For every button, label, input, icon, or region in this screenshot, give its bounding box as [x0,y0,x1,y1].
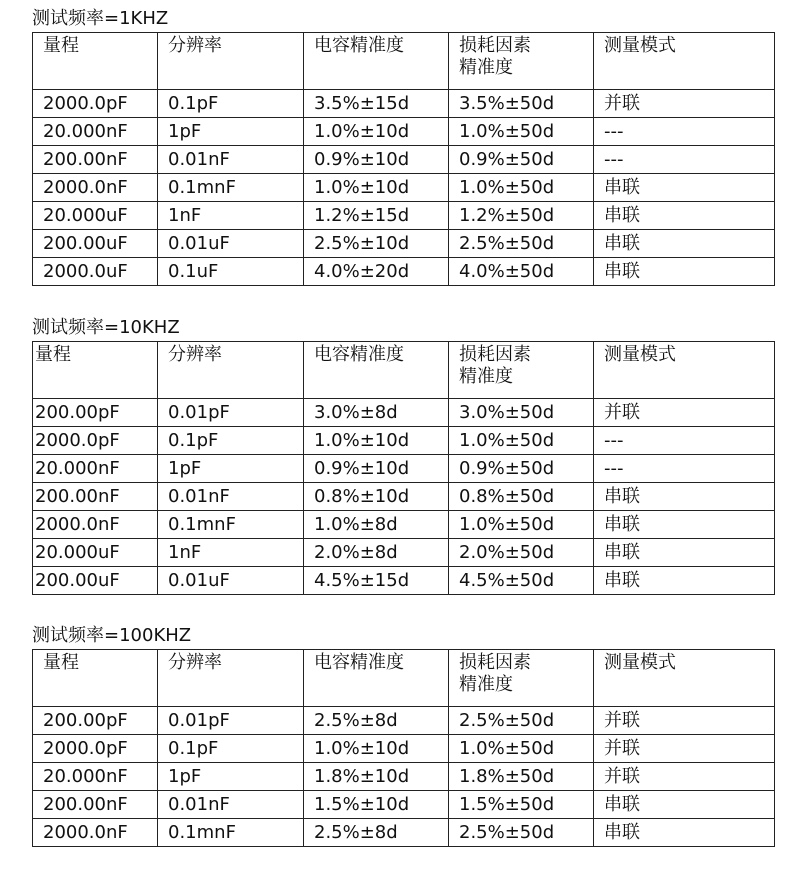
cell-measure-mode: 串联 [594,819,775,847]
cell-measure-mode: 串联 [594,230,775,258]
cell-capacitance-accuracy: 1.8%±10d [304,763,449,791]
cell-dissipation-accuracy: 3.0%±50d [449,399,594,427]
cell-resolution: 0.01uF [158,567,304,595]
cell-dissipation-accuracy: 0.9%±50d [449,455,594,483]
header-measure-mode: 测量模式 [594,342,775,399]
cell-range: 2000.0pF [33,735,158,763]
cell-resolution: 0.1mnF [158,511,304,539]
header-resolution: 分辨率 [158,33,304,90]
cell-range: 2000.0uF [33,258,158,286]
header-measure-mode: 测量模式 [594,650,775,707]
cell-range: 20.000nF [33,763,158,791]
cell-resolution: 0.1pF [158,735,304,763]
table-row [33,819,775,847]
header-dissipation-accuracy: 损耗因素 精准度 [449,33,594,90]
table-row [33,763,775,791]
cell-range: 200.00uF [33,230,158,258]
cell-capacitance-accuracy: 2.5%±8d [304,819,449,847]
header-dissipation-accuracy: 损耗因素 精准度 [449,650,594,707]
cell-resolution: 0.01nF [158,146,304,174]
cell-resolution: 1pF [158,455,304,483]
spec-table [32,32,775,286]
cell-dissipation-accuracy: 2.5%±50d [449,230,594,258]
cell-measure-mode: 串联 [594,539,775,567]
cell-capacitance-accuracy: 3.5%±15d [304,90,449,118]
cell-resolution: 0.01pF [158,399,304,427]
table-row [33,539,775,567]
cell-range: 20.000uF [33,539,158,567]
header-range: 量程 [33,342,158,399]
cell-resolution: 0.1uF [158,258,304,286]
header-capacitance-accuracy: 电容精准度 [304,33,449,90]
header-range: 量程 [33,33,158,90]
header-row [33,342,775,399]
table-row [33,90,775,118]
cell-resolution: 0.01pF [158,707,304,735]
table-row [33,202,775,230]
cell-capacitance-accuracy: 0.8%±10d [304,483,449,511]
cell-resolution: 1pF [158,763,304,791]
spec-table [32,341,775,595]
cell-range: 200.00pF [33,399,158,427]
cell-capacitance-accuracy: 2.5%±8d [304,707,449,735]
cell-measure-mode: 并联 [594,90,775,118]
cell-resolution: 0.01uF [158,230,304,258]
header-resolution: 分辨率 [158,342,304,399]
cell-dissipation-accuracy: 2.5%±50d [449,819,594,847]
cell-dissipation-accuracy: 0.9%±50d [449,146,594,174]
cell-dissipation-accuracy: 4.5%±50d [449,567,594,595]
cell-measure-mode: 并联 [594,399,775,427]
cell-dissipation-accuracy: 1.5%±50d [449,791,594,819]
cell-dissipation-accuracy: 1.0%±50d [449,174,594,202]
cell-dissipation-accuracy: 1.8%±50d [449,763,594,791]
header-row [33,33,775,90]
spec-table [32,649,775,847]
header-resolution: 分辨率 [158,650,304,707]
cell-resolution: 1pF [158,118,304,146]
cell-dissipation-accuracy: 1.2%±50d [449,202,594,230]
cell-capacitance-accuracy: 1.5%±10d [304,791,449,819]
cell-capacitance-accuracy: 1.0%±8d [304,511,449,539]
cell-measure-mode: 串联 [594,791,775,819]
cell-capacitance-accuracy: 1.0%±10d [304,735,449,763]
table-row [33,567,775,595]
header-dissipation-accuracy: 损耗因素 精准度 [449,342,594,399]
cell-capacitance-accuracy: 0.9%±10d [304,455,449,483]
table-row [33,230,775,258]
cell-range: 2000.0pF [33,90,158,118]
table-row [33,707,775,735]
cell-resolution: 0.1pF [158,90,304,118]
table-row [33,791,775,819]
cell-dissipation-accuracy: 1.0%±50d [449,735,594,763]
cell-dissipation-accuracy: 2.0%±50d [449,539,594,567]
table-row [33,427,775,455]
cell-capacitance-accuracy: 4.0%±20d [304,258,449,286]
cell-dissipation-accuracy: 4.0%±50d [449,258,594,286]
cell-capacitance-accuracy: 3.0%±8d [304,399,449,427]
cell-range: 2000.0nF [33,819,158,847]
table-row [33,258,775,286]
header-measure-mode: 测量模式 [594,33,775,90]
table-row [33,146,775,174]
cell-range: 2000.0nF [33,174,158,202]
cell-dissipation-accuracy: 0.8%±50d [449,483,594,511]
table-row [33,118,775,146]
cell-measure-mode: --- [594,427,775,455]
cell-measure-mode: 并联 [594,735,775,763]
cell-measure-mode: 串联 [594,511,775,539]
cell-measure-mode: 串联 [594,567,775,595]
table-row [33,455,775,483]
cell-dissipation-accuracy: 1.0%±50d [449,511,594,539]
header-row [33,650,775,707]
cell-range: 2000.0pF [33,427,158,455]
header-range: 量程 [33,650,158,707]
cell-range: 200.00nF [33,791,158,819]
cell-range: 200.00pF [33,707,158,735]
section-title: 测试频率=10KHZ [32,317,180,338]
cell-resolution: 0.1pF [158,427,304,455]
cell-measure-mode: --- [594,146,775,174]
cell-measure-mode: 串联 [594,174,775,202]
cell-measure-mode: --- [594,455,775,483]
cell-dissipation-accuracy: 3.5%±50d [449,90,594,118]
cell-measure-mode: 串联 [594,258,775,286]
cell-resolution: 1nF [158,202,304,230]
cell-dissipation-accuracy: 2.5%±50d [449,707,594,735]
cell-capacitance-accuracy: 1.0%±10d [304,427,449,455]
cell-range: 20.000uF [33,202,158,230]
section-title: 测试频率=1KHZ [32,8,169,29]
cell-capacitance-accuracy: 2.5%±10d [304,230,449,258]
cell-resolution: 0.01nF [158,483,304,511]
cell-capacitance-accuracy: 4.5%±15d [304,567,449,595]
cell-range: 200.00uF [33,567,158,595]
cell-resolution: 1nF [158,539,304,567]
cell-measure-mode: 并联 [594,763,775,791]
table-row [33,483,775,511]
cell-measure-mode: 并联 [594,707,775,735]
table-row [33,735,775,763]
cell-range: 20.000nF [33,455,158,483]
cell-capacitance-accuracy: 1.0%±10d [304,174,449,202]
table-row [33,399,775,427]
table-row [33,511,775,539]
cell-capacitance-accuracy: 2.0%±8d [304,539,449,567]
cell-range: 200.00nF [33,146,158,174]
cell-capacitance-accuracy: 1.2%±15d [304,202,449,230]
cell-measure-mode: 串联 [594,483,775,511]
section-title: 测试频率=100KHZ [32,625,192,646]
cell-capacitance-accuracy: 1.0%±10d [304,118,449,146]
cell-resolution: 0.01nF [158,791,304,819]
cell-capacitance-accuracy: 0.9%±10d [304,146,449,174]
cell-range: 2000.0nF [33,511,158,539]
cell-range: 20.000nF [33,118,158,146]
table-row [33,174,775,202]
cell-dissipation-accuracy: 1.0%±50d [449,118,594,146]
cell-resolution: 0.1mnF [158,174,304,202]
header-capacitance-accuracy: 电容精准度 [304,342,449,399]
cell-measure-mode: --- [594,118,775,146]
header-capacitance-accuracy: 电容精准度 [304,650,449,707]
cell-measure-mode: 串联 [594,202,775,230]
cell-dissipation-accuracy: 1.0%±50d [449,427,594,455]
cell-resolution: 0.1mnF [158,819,304,847]
cell-range: 200.00nF [33,483,158,511]
